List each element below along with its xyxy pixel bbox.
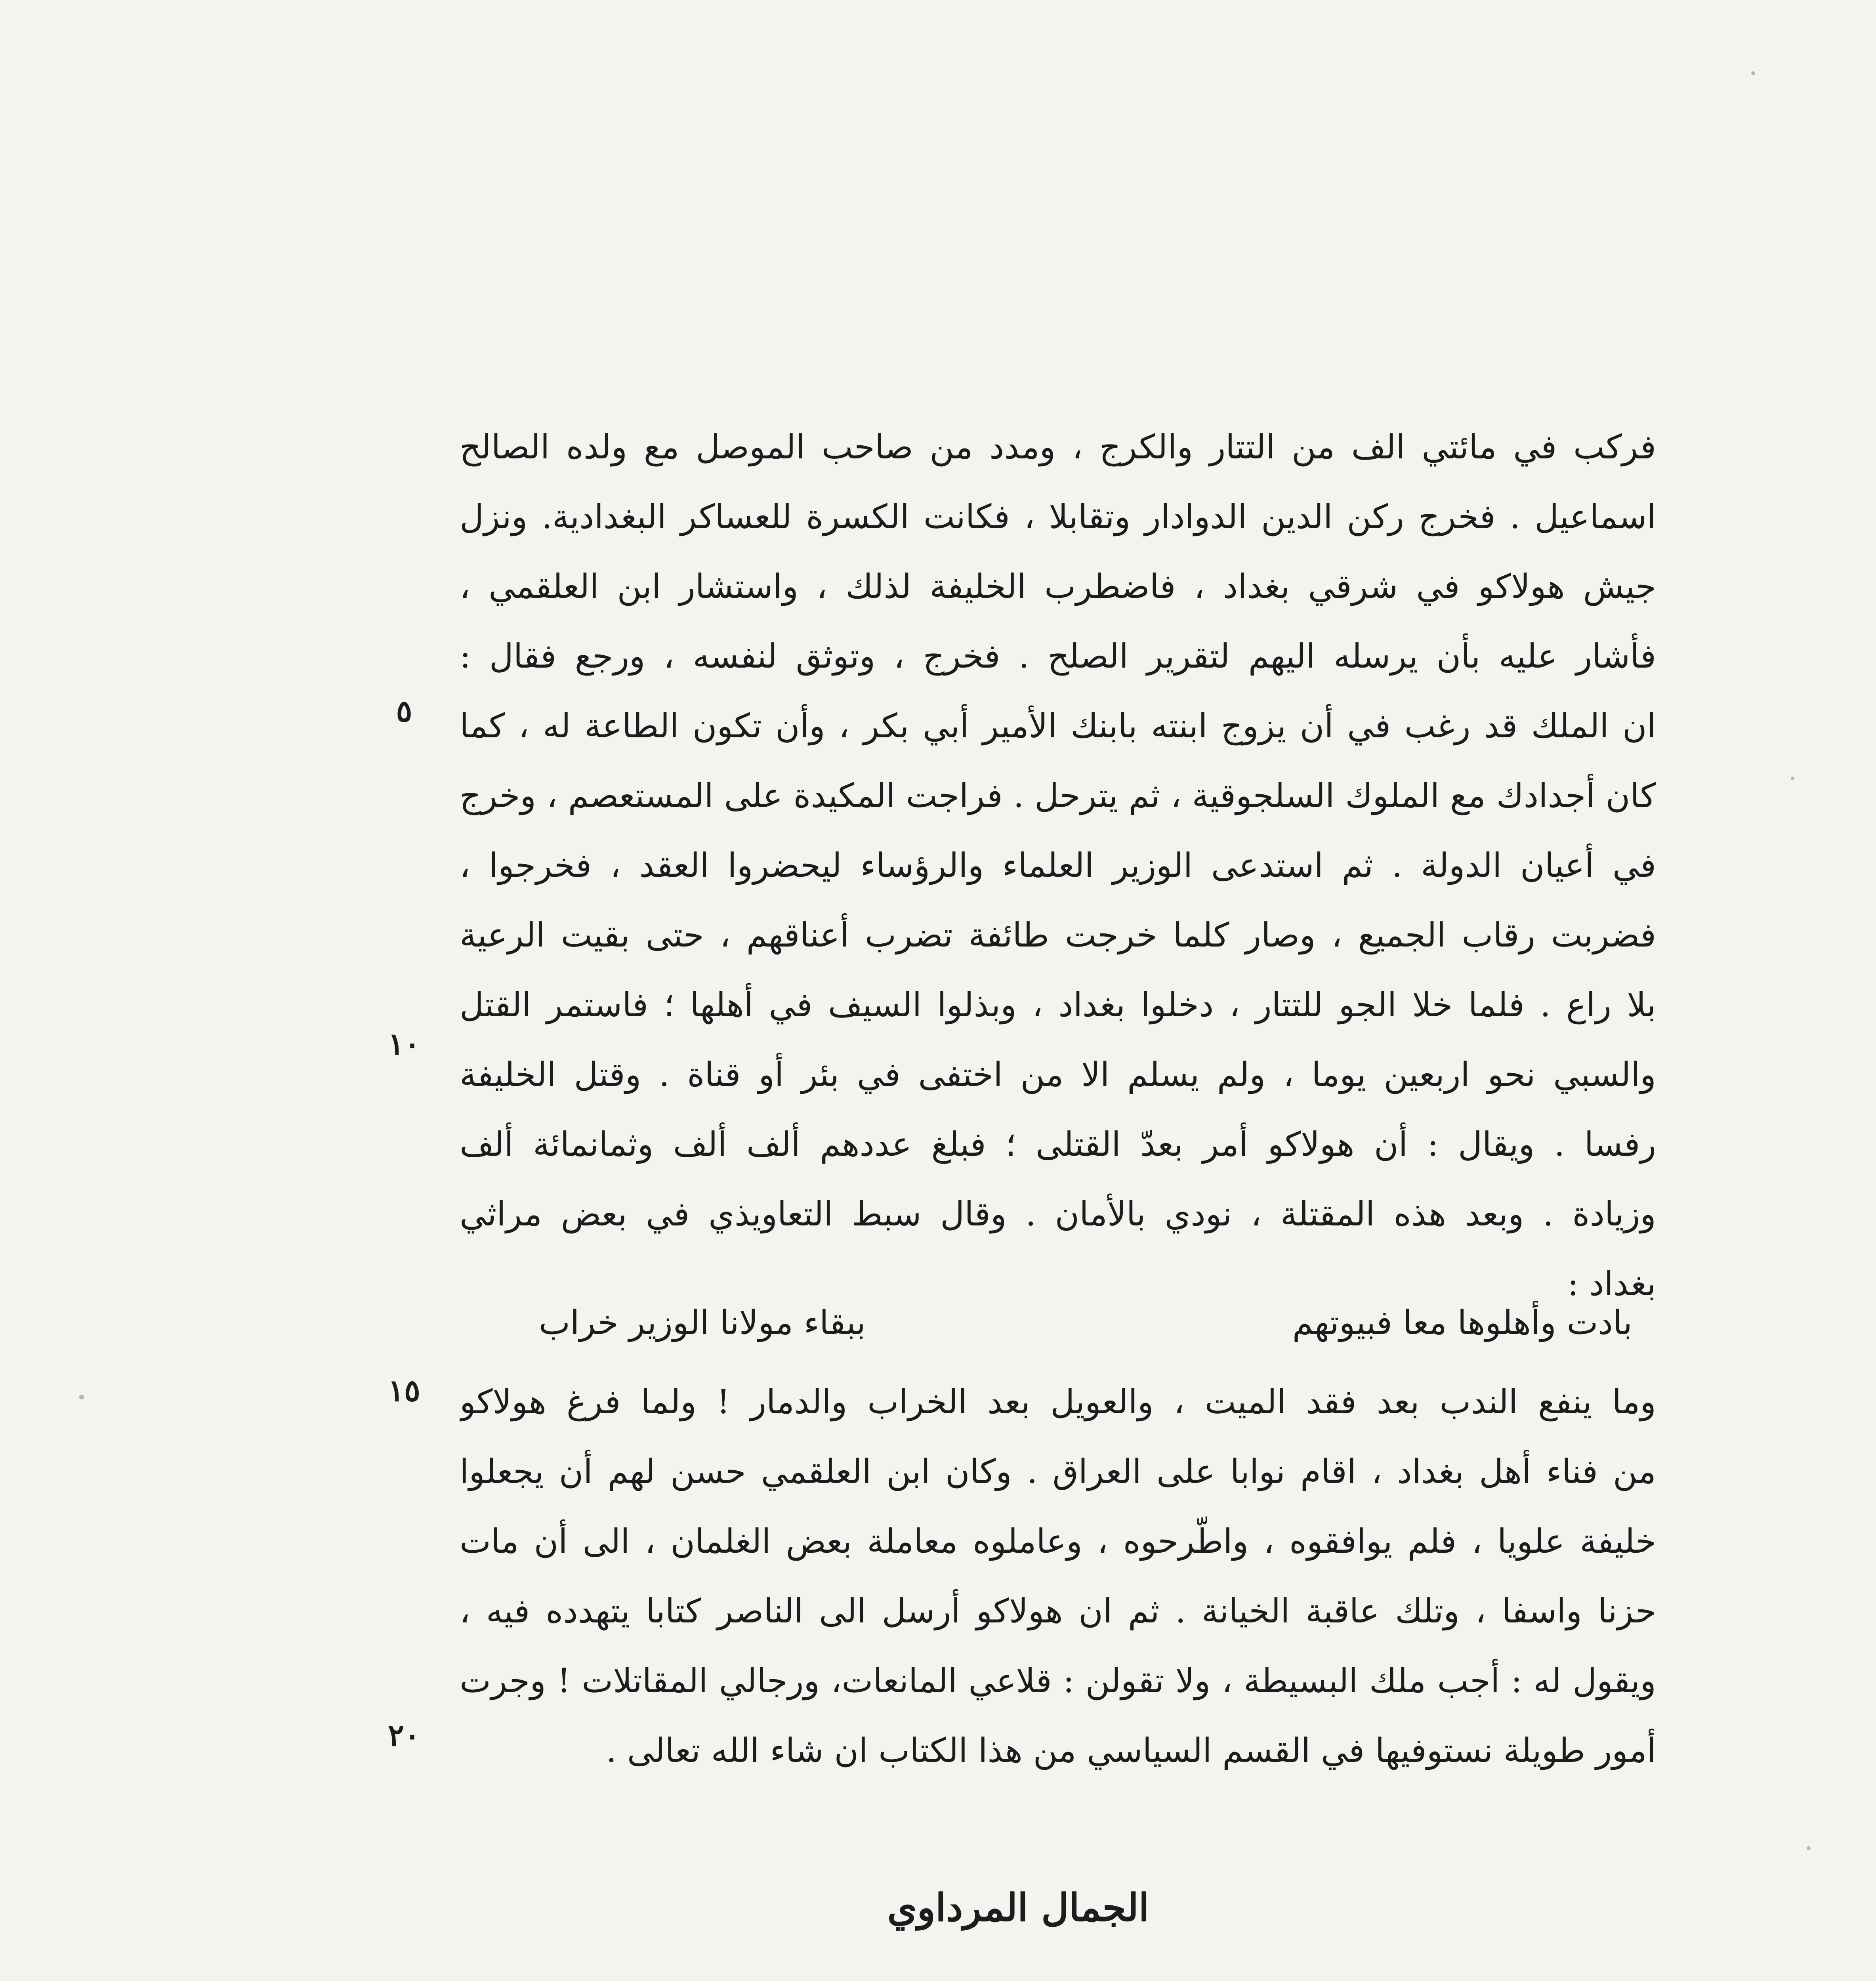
text-line: وما ينفع الندب بعد فقد الميت ، والعويل بعد الخراب والدمار ! ولما فرغ هولاكو — [460, 1382, 1656, 1421]
second-paragraph — [460, 1367, 1656, 1785]
text-line: والسبي نحو اربعين يوما ، ولم يسلم الا من اختفى في بئر أو قناة . وقتل الخليفة — [460, 1055, 1656, 1094]
poem-first-hemistich: بادت وأهلوها معا فبيوتهم — [1292, 1303, 1632, 1342]
text-line — [460, 1973, 1632, 1981]
scan-speck — [1751, 71, 1755, 75]
text-line: ويقول له : أجب ملك البسيطة ، ولا تقولن : قلاعي المانعات، ورجالي المقاتلات ! وجرت — [460, 1661, 1656, 1700]
text-line: كان أجدادك مع الملوك السلجوقية ، ثم يترحل . فراجت المكيدة على المستعصم ، وخرج — [460, 776, 1656, 815]
text-line: فركب في مائتي الف من التتار والكرج ، ومدد من صاحب الموصل مع ولده الصالح — [460, 427, 1656, 466]
bio-paragraph — [460, 1973, 1632, 1981]
text-line: بغداد : — [1567, 1264, 1656, 1303]
poem-second-hemistich: ببقاء مولانا الوزير خراب — [539, 1303, 866, 1342]
text-line: ان الملك قد رغب في أن يزوج ابنته بابنك الأمير أبي بكر ، وأن تكون الطاعة له ، كما — [460, 706, 1656, 745]
text-line: وزيادة . وبعد هذه المقتلة ، نودي بالأمان . وقال سبط التعاويذي في بعض مراثي — [460, 1195, 1656, 1233]
line-number-10: ١٠ — [388, 1026, 420, 1061]
scan-speck — [1807, 1846, 1811, 1850]
text-line: بلا راع . فلما خلا الجو للتتار ، دخلوا بغداد ، وبذلوا السيف في أهلها ؛ فاستمر القتل — [460, 985, 1656, 1024]
text-line: اسماعيل . فخرج ركن الدين الدوادار وتقابلا ، فكانت الكسرة للعساكر البغدادية. ونزل — [460, 497, 1656, 536]
text-line: رفسا . ويقال : أن هولاكو أمر بعدّ القتلى ؛ فبلغ عددهم ألف ألف وثمانمائة ألف — [460, 1125, 1656, 1164]
text-line: حزنا واسفا ، وتلك عاقبة الخيانة . ثم ان هولاكو أرسل الى الناصر كتابا يتهدده فيه ، — [460, 1592, 1656, 1630]
section-heading: الجمال المرداوي — [887, 1885, 1149, 1930]
scan-speck — [79, 1395, 84, 1399]
text-line: فأشار عليه بأن يرسله اليهم لتقرير الصلح . فخرج ، وتوثق لنفسه ، ورجع فقال : — [460, 637, 1656, 676]
margin-note — [151, 1977, 372, 1981]
line-number-15: ١٥ — [388, 1373, 420, 1408]
text-line: جيش هولاكو في شرقي بغداد ، فاضطرب الخليفة لذلك ، واستشار ابن العلقمي ، — [460, 567, 1656, 606]
text-line: فضربت رقاب الجميع ، وصار كلما خرجت طائفة تضرب أعناقهم ، حتى بقيت الرعية — [460, 916, 1656, 954]
poem-verse — [539, 1288, 1632, 1357]
line-number-5: ٥ — [396, 693, 412, 729]
line-number-20: ٢٠ — [388, 1718, 420, 1753]
text-line: في أعيان الدولة . ثم استدعى الوزير العلماء والرؤساء ليحضروا العقد ، فخرجوا ، — [460, 846, 1656, 885]
text-line: من فناء أهل بغداد ، اقام نوابا على العراق . وكان ابن العلقمي حسن لهم أن يجعلوا — [460, 1452, 1656, 1491]
text-line: خليفة علويا ، فلم يوافقوه ، واطّرحوه ، وعاملوه معاملة بعض الغلمان ، الى أن مات — [460, 1522, 1656, 1561]
text-line: أمور طويلة نستوفيها في القسم السياسي من هذا الكتاب ان شاء الله تعالى . — [606, 1731, 1656, 1770]
main-paragraph — [460, 412, 1656, 1319]
scan-speck — [1791, 777, 1794, 780]
margin-note-name — [151, 1977, 372, 1981]
